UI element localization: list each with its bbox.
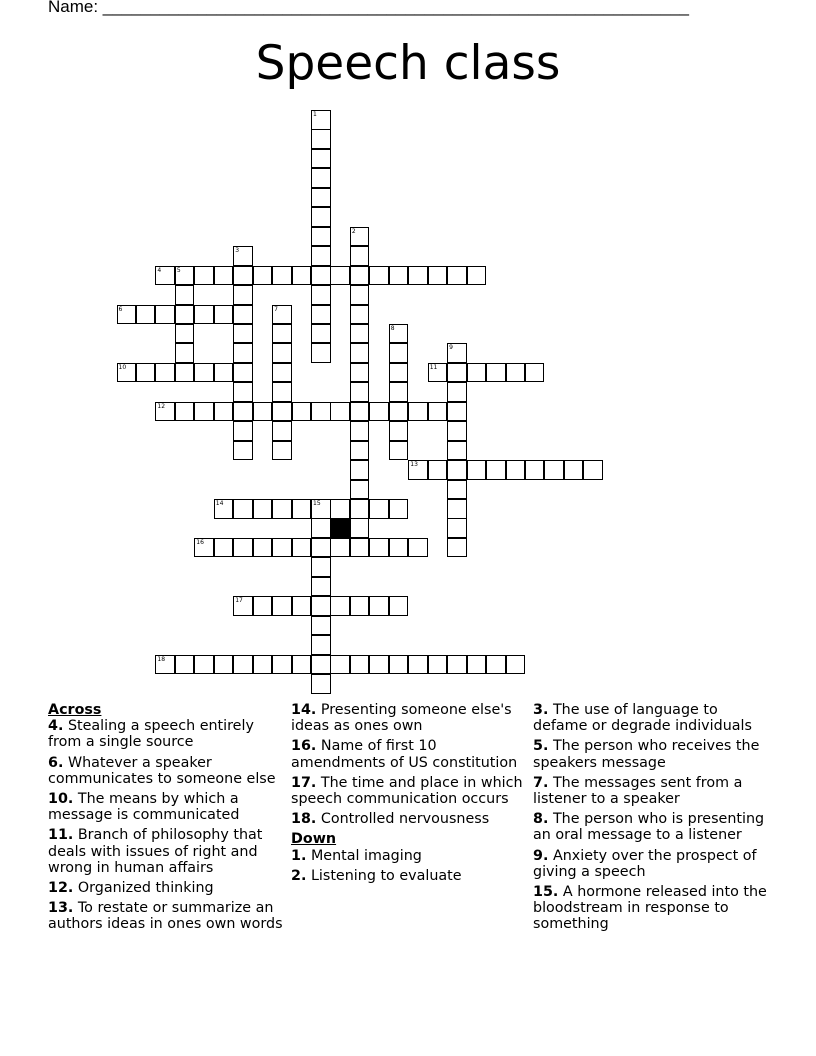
grid-cell[interactable]	[233, 324, 253, 344]
grid-cell[interactable]	[525, 460, 545, 480]
grid-cell[interactable]	[175, 402, 195, 422]
clue-number: 3	[235, 247, 240, 255]
grid-cell[interactable]	[350, 382, 370, 402]
grid-cell[interactable]	[428, 460, 448, 480]
grid-cell[interactable]	[311, 188, 331, 208]
clue: 17. The time and place in which speech communication occurs	[291, 774, 523, 808]
grid-cell[interactable]	[311, 538, 331, 558]
grid-cell[interactable]	[311, 557, 331, 577]
grid-cell[interactable]	[408, 266, 428, 286]
grid-cell[interactable]	[233, 402, 253, 422]
across-header: Across	[48, 702, 102, 718]
grid-cell[interactable]	[350, 285, 370, 305]
grid-cell[interactable]	[272, 596, 292, 616]
grid-cell[interactable]	[311, 518, 331, 538]
clue: 16. Name of first 10 amendments of US constitution	[291, 738, 518, 771]
grid-cell[interactable]	[408, 655, 428, 675]
clue-number: 12	[157, 402, 166, 410]
grid-cell[interactable]	[564, 460, 584, 480]
grid-cell[interactable]	[214, 655, 234, 675]
grid-cell[interactable]	[447, 402, 467, 422]
page-title: Speech class	[255, 36, 561, 91]
grid-cell[interactable]	[525, 363, 545, 383]
clues-column-3	[533, 702, 773, 937]
grid-cell[interactable]	[136, 305, 156, 325]
grid-cell[interactable]	[447, 655, 467, 675]
grid-cell[interactable]	[506, 655, 526, 675]
grid-cell[interactable]	[311, 149, 331, 169]
grid-cell[interactable]	[330, 266, 350, 286]
clue: 9. Anxiety over the prospect of giving a speech	[533, 847, 757, 880]
grid-cell[interactable]	[272, 266, 292, 286]
grid-cell[interactable]	[233, 421, 253, 441]
clue-number: 13	[410, 461, 418, 469]
grid-cell[interactable]	[447, 480, 467, 500]
clue-number: 1	[313, 111, 317, 118]
grid-cell[interactable]	[447, 441, 467, 461]
grid-cell[interactable]	[233, 363, 253, 383]
grid-cell[interactable]	[428, 266, 448, 286]
grid-cell[interactable]	[155, 363, 175, 383]
grid-cell[interactable]	[369, 596, 389, 616]
grid-cell[interactable]	[330, 655, 350, 675]
grid-cell[interactable]	[292, 538, 312, 558]
clue: 4. Stealing a speech entirely from a single source	[48, 718, 254, 751]
grid-cell[interactable]	[369, 499, 389, 519]
clue: 15. A hormone released into the bloodstream in response to something	[533, 884, 767, 933]
grid-cell[interactable]	[311, 616, 331, 636]
grid-cell[interactable]	[447, 266, 467, 286]
name-field: Name: ______________________________________________________________	[48, 0, 689, 16]
clue: 8. The person who is presenting an oral message to a listener	[533, 811, 765, 844]
grid-cell[interactable]	[311, 635, 331, 655]
grid-cell[interactable]	[486, 363, 506, 383]
grid-cell[interactable]	[155, 266, 175, 286]
grid-cell[interactable]	[155, 402, 175, 422]
clue-number: 7	[274, 305, 278, 313]
grid-cell[interactable]	[272, 441, 292, 461]
grid-cell[interactable]	[253, 499, 273, 519]
grid-cell[interactable]	[311, 577, 331, 597]
clue-number: 16	[196, 538, 204, 546]
grid-cell[interactable]	[350, 402, 370, 422]
grid-cell[interactable]	[214, 363, 234, 383]
grid-cell[interactable]	[583, 460, 603, 480]
grid-cell[interactable]	[350, 246, 370, 266]
grid-cell[interactable]	[311, 324, 331, 344]
clue-number: 17	[235, 597, 243, 605]
grid-cell[interactable]	[311, 266, 331, 286]
grid-cell[interactable]	[506, 460, 526, 480]
grid-cell[interactable]	[350, 363, 370, 383]
grid-cell[interactable]	[233, 343, 253, 363]
grid-cell[interactable]	[175, 324, 195, 344]
clues-column-2	[291, 702, 523, 888]
grid-cell[interactable]	[292, 655, 312, 675]
grid-cell[interactable]	[175, 343, 195, 363]
clue-number: 18	[157, 655, 166, 663]
grid-cell[interactable]	[155, 655, 175, 675]
grid-cell[interactable]	[408, 460, 428, 480]
grid-cell[interactable]	[389, 343, 409, 363]
grid-cell[interactable]	[350, 538, 370, 558]
clue-number: 6	[118, 305, 123, 313]
grid-cell[interactable]	[233, 246, 253, 266]
grid-cell[interactable]	[447, 538, 467, 558]
grid-cell[interactable]	[311, 655, 331, 675]
grid-cell[interactable]	[253, 596, 273, 616]
grid-cell[interactable]	[214, 538, 234, 558]
grid-cell[interactable]	[272, 538, 292, 558]
clue: 12. Organized thinking	[48, 880, 214, 897]
grid-cell[interactable]	[389, 538, 409, 558]
grid-cell[interactable]	[272, 421, 292, 441]
grid-cell[interactable]	[350, 305, 370, 325]
grid-cell[interactable]	[350, 655, 370, 675]
grid-cell[interactable]	[486, 655, 506, 675]
grid-cell[interactable]	[369, 538, 389, 558]
grid-cell[interactable]	[389, 499, 409, 519]
grid-cell[interactable]	[311, 227, 331, 247]
grid-cell[interactable]	[233, 441, 253, 461]
clue: 6. Whatever a speaker communicates to someone else	[48, 754, 276, 787]
grid-cell[interactable]	[350, 324, 370, 344]
grid-cell[interactable]	[194, 305, 214, 325]
grid-cell[interactable]	[350, 460, 370, 480]
grid-cell[interactable]	[272, 402, 292, 422]
grid-cell[interactable]	[253, 402, 273, 422]
grid-cell[interactable]	[486, 460, 506, 480]
grid-cell[interactable]	[214, 499, 234, 519]
clue: 5. The person who receives the speakers message	[533, 738, 760, 771]
grid-cell[interactable]	[389, 596, 409, 616]
grid-cell[interactable]	[311, 168, 331, 188]
grid-cell[interactable]	[272, 382, 292, 402]
clue-number: 15	[313, 500, 321, 507]
grid-cell[interactable]	[214, 402, 234, 422]
grid-cell[interactable]	[292, 499, 312, 519]
grid-cell[interactable]	[311, 596, 331, 616]
grid-cell[interactable]	[194, 538, 214, 558]
grid-cell[interactable]	[311, 246, 331, 266]
grid-cell[interactable]	[214, 305, 234, 325]
grid-cell[interactable]	[233, 655, 253, 675]
grid-cell[interactable]	[175, 363, 195, 383]
grid-cell[interactable]	[467, 363, 487, 383]
grid-cell[interactable]	[350, 596, 370, 616]
grid-cell[interactable]	[272, 305, 292, 325]
grid-cell[interactable]	[447, 460, 467, 480]
grid-cell[interactable]	[272, 324, 292, 344]
grid-cell[interactable]	[292, 596, 312, 616]
clue: 11. Branch of philosophy that deals with issues of right and wrong in human affairs	[48, 827, 263, 876]
grid-cell[interactable]	[330, 538, 350, 558]
grid-cell[interactable]	[214, 266, 234, 286]
grid-cell[interactable]	[311, 285, 331, 305]
clue-number: 9	[449, 344, 453, 352]
grid-cell[interactable]	[136, 363, 156, 383]
grid-cell[interactable]	[233, 382, 253, 402]
grid-cell[interactable]	[311, 343, 331, 363]
grid-cell[interactable]	[350, 499, 370, 519]
grid-cell[interactable]	[272, 363, 292, 383]
grid-cell[interactable]	[272, 499, 292, 519]
grid-cell[interactable]	[389, 421, 409, 441]
clue-number: 14	[215, 500, 224, 507]
grid-cell[interactable]	[467, 655, 487, 675]
grid-cell[interactable]	[330, 499, 350, 519]
clue-number: 11	[429, 363, 438, 371]
grid-cell[interactable]	[292, 266, 312, 286]
grid-cell[interactable]	[408, 402, 428, 422]
grid-cell[interactable]	[175, 285, 195, 305]
clues-column-1	[48, 702, 284, 937]
grid-cell[interactable]	[467, 266, 487, 286]
grid-cell[interactable]	[447, 499, 467, 519]
clue-number: 4	[157, 266, 162, 274]
grid-cell[interactable]	[117, 305, 137, 325]
grid-cell[interactable]	[447, 343, 467, 363]
grid-cell[interactable]	[369, 655, 389, 675]
grid-cell[interactable]	[389, 324, 409, 344]
grid-cell[interactable]	[233, 285, 253, 305]
grid-cell[interactable]	[292, 402, 312, 422]
grid-cell[interactable]	[117, 363, 137, 383]
grid-cell[interactable]	[194, 266, 214, 286]
grid-cell[interactable]	[350, 441, 370, 461]
grid-cell[interactable]	[389, 655, 409, 675]
clue-number: 10	[118, 363, 127, 371]
clue: 2. Listening to evaluate	[291, 867, 462, 884]
grid-cell[interactable]	[389, 266, 409, 286]
grid-cell[interactable]	[272, 343, 292, 363]
grid-cell[interactable]	[194, 655, 214, 675]
grid-cell[interactable]	[233, 266, 253, 286]
grid-cell[interactable]	[350, 227, 370, 247]
grid-cell[interactable]	[369, 402, 389, 422]
grid-cell[interactable]	[506, 363, 526, 383]
grid-cell[interactable]	[428, 655, 448, 675]
grid-cell[interactable]	[330, 402, 350, 422]
clue: 18. Controlled nervousness	[291, 811, 490, 828]
clue: 1. Mental imaging	[291, 847, 422, 864]
grid-cell[interactable]	[350, 421, 370, 441]
grid-cell[interactable]	[175, 655, 195, 675]
clue-number: 5	[176, 266, 181, 274]
grid-cell[interactable]	[311, 129, 331, 149]
clue: 7. The messages sent from a listener to a speaker	[533, 774, 743, 808]
grid-cell[interactable]	[350, 480, 370, 500]
grid-cell[interactable]	[408, 538, 428, 558]
grid-cell[interactable]	[447, 382, 467, 402]
clue-number: 2	[351, 227, 356, 235]
grid-cell[interactable]	[233, 305, 253, 325]
grid-cell[interactable]	[428, 363, 448, 383]
grid-cell[interactable]	[175, 305, 195, 325]
grid-cell[interactable]	[447, 518, 467, 538]
grid-cell[interactable]	[253, 538, 273, 558]
grid-cell[interactable]	[253, 655, 273, 675]
clue: 13. To restate or summarize an authors ideas in ones own words	[48, 900, 283, 933]
grid-cell[interactable]	[369, 266, 389, 286]
clue: 3. The use of language to defame or degrade individuals	[533, 702, 752, 735]
grid-cell[interactable]	[233, 538, 253, 558]
grid-cell[interactable]	[311, 402, 331, 422]
grid-cell[interactable]	[389, 441, 409, 461]
clue: 14. Presenting someone else's ideas as ones own	[291, 702, 512, 735]
grid-cell[interactable]	[467, 460, 487, 480]
grid-cell[interactable]	[272, 655, 292, 675]
grid-cell[interactable]	[175, 266, 195, 286]
grid-cell[interactable]	[447, 421, 467, 441]
grid-cell[interactable]	[233, 596, 253, 616]
black-cell	[330, 518, 350, 538]
grid-cell[interactable]	[311, 207, 331, 227]
grid-cell[interactable]	[350, 518, 370, 538]
grid-cell[interactable]	[544, 460, 564, 480]
grid-cell[interactable]	[350, 343, 370, 363]
grid-cell[interactable]	[194, 363, 214, 383]
grid-cell[interactable]	[311, 110, 331, 130]
grid-cell[interactable]	[428, 402, 448, 422]
grid-cell[interactable]	[194, 402, 214, 422]
grid-cell[interactable]	[389, 402, 409, 422]
grid-cell[interactable]	[447, 363, 467, 383]
grid-cell[interactable]	[330, 596, 350, 616]
grid-cell[interactable]	[350, 266, 370, 286]
grid-cell[interactable]	[155, 305, 175, 325]
grid-cell[interactable]	[253, 266, 273, 286]
grid-cell[interactable]	[311, 499, 331, 519]
grid-cell[interactable]	[233, 499, 253, 519]
grid-cell[interactable]	[389, 363, 409, 383]
clue: 10. The means by which a message is communicated	[48, 791, 240, 824]
grid-cell[interactable]	[311, 305, 331, 325]
clue-number: 8	[390, 324, 395, 332]
grid-cell[interactable]	[389, 382, 409, 402]
down-header: Down	[291, 831, 337, 848]
grid-cell[interactable]	[311, 674, 331, 694]
